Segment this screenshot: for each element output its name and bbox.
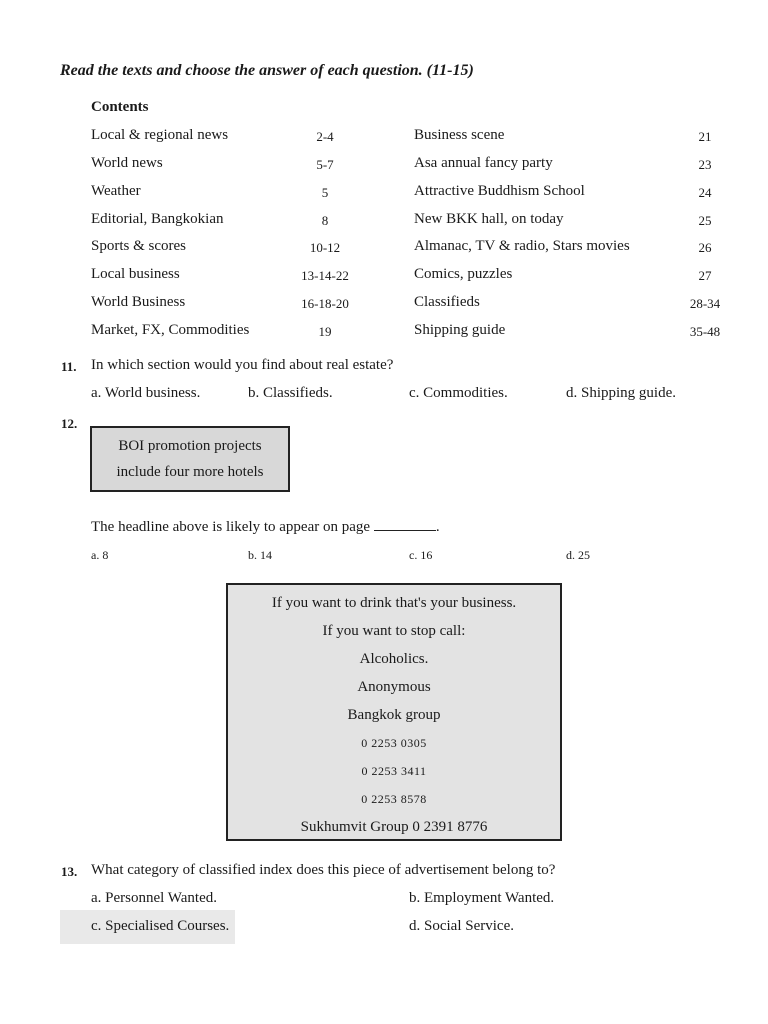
ad-phone-number: 0 2253 0305 [361, 736, 427, 750]
contents-left-pages: 5 [321, 185, 329, 200]
ad-phone-number: 0 2253 8578 [361, 792, 427, 806]
contents-right-label: Asa annual fancy party [414, 155, 553, 171]
contents-right-label: Classifieds [414, 294, 480, 310]
ad-phone-number: 0 2253 3411 [361, 764, 427, 778]
question-12-option-a[interactable]: a. 8 [91, 548, 109, 562]
contents-title: Contents [91, 99, 149, 115]
ad-line: Sukhumvit Group 0 2391 8776 [300, 819, 488, 835]
contents-right-pages: 25 [698, 213, 712, 228]
question-12-period: . [435, 519, 440, 535]
ad-line: Alcoholics. [359, 651, 429, 667]
instruction-heading: Read the texts and choose the answer of each question. (11-15) [60, 62, 474, 79]
ad-line: If you want to drink that's your business. [271, 595, 517, 611]
contents-left-pages: 2-4 [316, 129, 334, 144]
contents-left-pages: 8 [321, 213, 329, 228]
question-11-text: In which section would you find about real estate? [91, 357, 394, 373]
contents-right-label: Almanac, TV & radio, Stars movies [414, 238, 630, 254]
question-12-option-b[interactable]: b. 14 [248, 548, 272, 562]
question-11-option-c[interactable]: c. Commodities. [409, 385, 508, 401]
question-12-number: 12. [61, 416, 78, 431]
ad-line: Bangkok group [347, 707, 441, 723]
question-13-number: 13. [61, 864, 78, 879]
contents-left-pages: 5-7 [316, 157, 334, 172]
contents-left-label: World news [91, 155, 163, 171]
contents-left-pages: 13-14-22 [301, 268, 349, 283]
contents-left-label: Local business [91, 266, 180, 282]
question-13-option-a[interactable]: a. Personnel Wanted. [91, 890, 217, 906]
contents-left-label: Weather [91, 183, 141, 199]
contents-right-pages: 21 [698, 129, 712, 144]
contents-right-pages: 24 [698, 185, 712, 200]
question-13-option-b[interactable]: b. Employment Wanted. [409, 890, 555, 906]
contents-left-label: Local & regional news [91, 127, 229, 143]
question-12-text [91, 518, 440, 536]
contents-right-pages: 23 [698, 157, 712, 172]
answer-blank [374, 518, 436, 531]
contents-right-label: New BKK hall, on today [414, 211, 564, 227]
headline-box [90, 426, 290, 492]
question-13-option-d[interactable]: d. Social Service. [409, 918, 514, 934]
contents-right-pages: 26 [698, 240, 712, 255]
contents-left-pages: 10-12 [309, 240, 341, 255]
contents-left-label: World Business [91, 294, 186, 310]
contents-right-label: Shipping guide [414, 322, 506, 338]
question-11-option-a[interactable]: a. World business. [91, 385, 201, 401]
contents-left-label: Editorial, Bangkokian [91, 211, 224, 227]
question-11-option-b[interactable]: b. Classifieds. [248, 385, 333, 401]
contents-left-label: Sports & scores [91, 238, 186, 254]
question-12-option-c[interactable]: c. 16 [409, 548, 433, 562]
ad-line: Anonymous [357, 679, 431, 695]
ad-line: If you want to stop call: [322, 623, 466, 639]
contents-right-label: Comics, puzzles [414, 266, 513, 282]
question-12-prompt: The headline above is likely to appear on page [91, 519, 371, 535]
contents-left-label: Market, FX, Commodities [91, 322, 250, 338]
advertisement-box [226, 583, 562, 841]
question-13-text: What category of classified index does this piece of advertisement belong to? [91, 862, 556, 878]
contents-left-pages: 19 [318, 324, 332, 339]
question-11-option-d[interactable]: d. Shipping guide. [566, 385, 677, 401]
contents-left-pages: 16-18-20 [301, 296, 349, 311]
contents-right-label: Business scene [414, 127, 505, 143]
contents-right-pages: 28-34 [689, 296, 721, 311]
question-13-option-c[interactable]: c. Specialised Courses. [91, 918, 230, 934]
headline-line: include four more hotels [116, 464, 264, 480]
question-12-option-d[interactable]: d. 25 [566, 548, 590, 562]
contents-right-pages: 35-48 [689, 324, 721, 339]
question-11-number: 11. [61, 359, 77, 374]
headline-line: BOI promotion projects [118, 438, 262, 454]
contents-right-label: Attractive Buddhism School [414, 183, 585, 199]
contents-right-pages: 27 [698, 268, 712, 283]
